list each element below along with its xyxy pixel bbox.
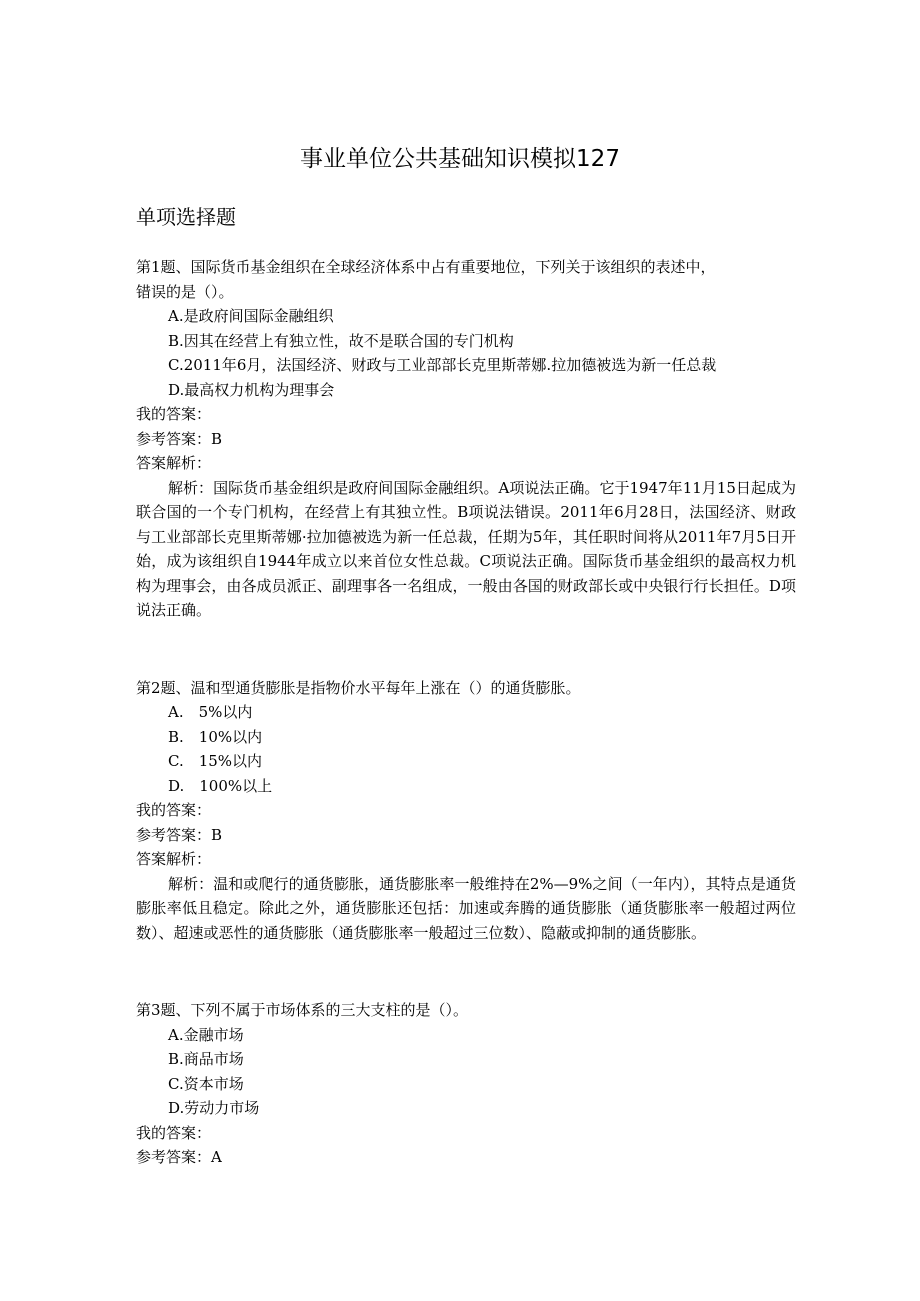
page-title: 事业单位公共基础知识模拟127 [300,146,620,172]
option-c: C.资本市场 [168,1074,244,1093]
reference-answer-label: 参考答案： [136,1148,212,1166]
option-b: B.商品市场 [168,1050,244,1068]
option-d: D.最高权力机构为理事会 [168,380,335,399]
option-d: D.劳动力市场 [168,1099,260,1117]
my-answer-label: 我的答案： [136,1123,212,1142]
analysis-label: 答案解析： [136,454,212,472]
analysis-text: 解析：国际货币基金组织是政府间国际金融组织。A项说法正确。它于1947年11月15日起成为联合国的一个专门机构，在经营上有其独立性。B项说法错误。2011年6月28日，法国经济、财政与工业部部长克里斯蒂娜·拉加德被选为新一任总裁，任期为5年，其任职时间将从2011年7月5日开始，成为该组织自1944年成立以来首位女性总裁。C项说法正确。国际货币基金组织的最高权力机构为理事会，由各成员派正、副理事各一名组成，一般由各国的财政部长或中央银行行长担任。D项说法正确。 [136,478,796,619]
my-answer-label: 我的答案： [136,801,212,819]
my-answer-label: 我的答案： [136,405,212,423]
reference-answer-value: B [211,825,223,844]
option-c: C. 15%以内 [168,752,263,770]
spacer [136,945,796,998]
question-2 [136,676,796,946]
question-stem-continued: 错误的是（）。 [136,282,234,301]
option-d: D. 100%以上 [168,776,273,795]
question-stem: 第3题、下列不属于市场体系的三大支柱的是（）。 [136,1001,469,1019]
reference-answer-label: 参考答案： [136,825,212,844]
spacer [136,623,796,676]
analysis-label: 答案解析： [136,850,212,868]
question-stem: 第2题、温和型通货膨胀是指物价水平每年上涨在（）的通货膨胀。 [136,678,581,697]
reference-answer [136,427,796,452]
question-1 [136,255,796,623]
analysis-text: 解析：温和或爬行的通货膨胀，通货膨胀率一般维持在2%—9%之间（一年内），其特点是通货膨胀率低且稳定。除此之外，通货膨胀还包括：加速或奔腾的通货膨胀（通货膨胀率一般超过两位数）、超速或恶性的通货膨胀（通货膨胀率一般超过三位数）、隐蔽或抑制的通货膨胀。 [136,874,796,942]
reference-answer-value: A [211,1148,222,1166]
option-b: B. 10%以内 [168,727,263,746]
reference-answer-value: B [211,429,223,448]
reference-answer-label: 参考答案： [136,429,212,448]
question-stem: 第1题、国际货币基金组织在全球经济体系中占有重要地位，下列关于该组织的表述中， [136,258,716,276]
option-c: C.2011年6月，法国经济、财政与工业部部长克里斯蒂娜.拉加德被选为新一任总裁 [168,356,717,374]
section-heading: 单项选择题 [136,205,236,229]
option-a: A.是政府间国际金融组织 [168,307,334,325]
question-list [136,255,796,1170]
reference-answer [136,823,796,848]
reference-answer [136,1145,796,1170]
option-a: A.金融市场 [168,1025,244,1044]
option-a: A. 5%以内 [168,703,253,721]
question-3 [136,998,796,1170]
option-b: B.因其在经营上有独立性，故不是联合国的专门机构 [168,331,514,350]
